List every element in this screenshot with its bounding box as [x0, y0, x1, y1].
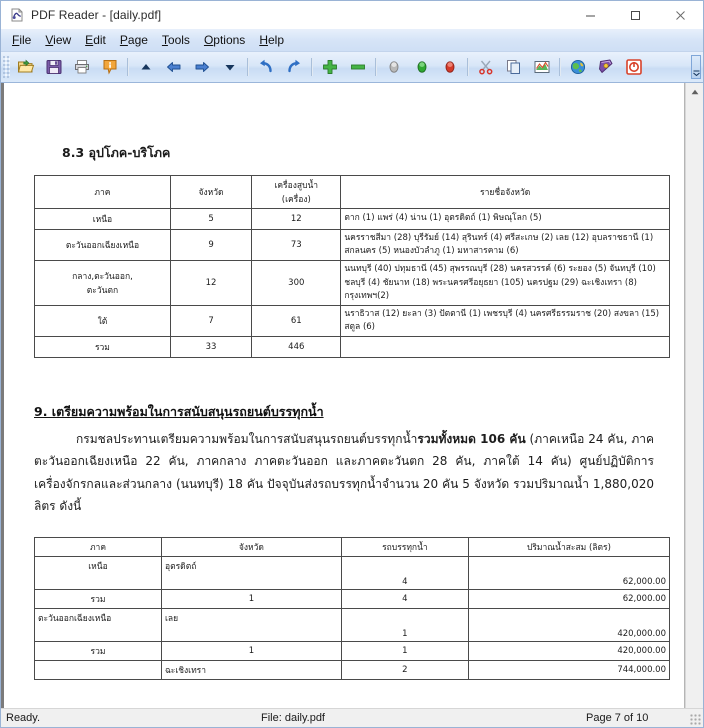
section-9-paragraph	[34, 428, 654, 517]
save-icon[interactable]	[40, 53, 68, 81]
copy-icon[interactable]	[500, 53, 528, 81]
province-list-line: นราธิวาส (12) ยะลา (3) ปัตตานี (1) เพชรบุรี (4) นครศรีธรรมราช (20) สงขลา (15) สตูล (6)	[344, 308, 660, 333]
zoom-out-icon[interactable]	[344, 53, 372, 81]
cell-pump-count-total: 446	[252, 337, 341, 358]
menu-options-label: O	[203, 32, 214, 47]
menu-edit-rest: dit	[93, 32, 106, 47]
menu-tools-rest: ools	[167, 32, 190, 47]
th-pump-count-line2: (เครื่อง)	[281, 195, 311, 205]
table-row	[35, 261, 670, 306]
status-page: Page 7 of 10	[586, 712, 649, 724]
next-page-icon[interactable]	[188, 53, 216, 81]
page-up-icon[interactable]	[132, 53, 160, 81]
cell-province-count: 9	[170, 230, 251, 261]
zoom-in-icon[interactable]	[316, 53, 344, 81]
cell-province-total: 1	[161, 641, 341, 660]
toolbar-overflow-chevron[interactable]	[691, 55, 701, 79]
table-total-row	[35, 641, 670, 660]
menu-file-rest: ile	[19, 32, 32, 47]
cell-region: เหนือ	[35, 209, 171, 230]
section-9-heading: 9. เตรียมความพร้อมในการสนับสนุนรถยนต์บรรทุกน้ำ	[34, 404, 324, 420]
cell-truck-count-total: 1	[341, 641, 468, 660]
cell-province: เลย	[161, 608, 341, 641]
province-list-line: นครราชสีมา (28) บุรีรัมย์ (14) สุรินทร์ (4) ศรีสะเกษ (2) เลย (12) อุบลราชธานี (1)	[344, 233, 654, 243]
cell-region-total: รวม	[35, 337, 171, 358]
paragraph-part-bold: รวมทั้งหมด 106 คัน	[417, 432, 526, 447]
pump-table	[34, 175, 670, 358]
menu-view[interactable]	[38, 31, 78, 50]
water-truck-table	[34, 537, 670, 680]
toolbar-separator	[559, 58, 561, 76]
th-pump-count-line1: เครื่องสูบน้ำ	[274, 181, 319, 191]
toolbar-separator	[375, 58, 377, 76]
cell-pump-count: 300	[252, 261, 341, 306]
table-row	[35, 230, 670, 261]
cell-region-total: รวม	[35, 641, 162, 660]
menu-page-label: P	[119, 32, 128, 47]
cell-province-list	[341, 305, 670, 336]
pdf-reader-icon	[9, 7, 25, 23]
paragraph-part-1: กรมชลประทานเตรียมความพร้อมในการสนับสนุนรถยนต์บรรทุกน้ำ	[76, 432, 418, 447]
redo-icon[interactable]	[280, 53, 308, 81]
table-row	[35, 608, 670, 641]
cell-region-line1: กลาง,ตะวันออก,	[72, 272, 133, 283]
cell-province-count: 12	[170, 261, 251, 306]
menu-file-label: F	[12, 32, 20, 47]
toolbar-separator	[467, 58, 469, 76]
province-list-line: นนทบุรี (40) ปทุมธานี (45) สุพรรณบุรี (28) นครสวรรค์ (6) ระยอง (5) จันทบุรี (10)	[344, 264, 656, 275]
cell-water-volume-total: 420,000.00	[468, 641, 669, 660]
th-region: ภาค	[35, 176, 171, 209]
scroll-up-button[interactable]	[686, 83, 703, 100]
cell-truck-count: 4	[341, 556, 468, 589]
cell-truck-count: 2	[341, 660, 468, 679]
menu-page-rest: age	[127, 32, 148, 47]
toolbar-grip[interactable]	[3, 56, 10, 78]
maximize-button[interactable]	[613, 1, 658, 29]
cell-province-list	[341, 261, 670, 306]
status-green-icon[interactable]	[408, 53, 436, 81]
table-row	[35, 556, 670, 589]
cell-pump-count: 73	[252, 230, 341, 261]
scrollbar-track[interactable]	[686, 100, 703, 708]
toolbar	[1, 52, 703, 83]
menu-view-rest: iew	[53, 32, 72, 47]
th-province: จังหวัด	[161, 537, 341, 556]
stop-icon[interactable]	[620, 53, 648, 81]
vertical-scrollbar[interactable]	[685, 83, 703, 708]
toolbar-separator	[247, 58, 249, 76]
cell-pump-count: 61	[252, 305, 341, 336]
cell-water-volume: 420,000.00	[468, 608, 669, 641]
menu-options-rest: ptions	[213, 32, 246, 47]
menu-edit-label: E	[85, 32, 94, 47]
cell-region: เหนือ	[35, 556, 162, 589]
menu-tools-label: T	[161, 32, 168, 47]
menu-edit[interactable]	[78, 31, 113, 50]
menu-tools[interactable]	[155, 31, 197, 50]
th-water-volume: ปริมาณน้ำสะสม (ลิตร)	[468, 537, 669, 556]
cell-province-list	[341, 230, 670, 261]
info-icon[interactable]	[96, 53, 124, 81]
open-folder-icon[interactable]	[12, 53, 40, 81]
table-header-row	[35, 537, 670, 556]
th-province-list: รายชื่อจังหวัด	[341, 176, 670, 209]
document-viewport	[1, 83, 703, 708]
cell-region: ใต้	[35, 305, 171, 336]
province-list-line: ชลบุรี (4) ชัยนาท (18) พระนครศรีอยุธยา (105) นครปฐม (29) ฉะเชิงเทรา (8) กรุงเทพฯ(2)	[344, 277, 637, 301]
cell-truck-count: 1	[341, 608, 468, 641]
cell-water-volume: 62,000.00	[468, 556, 669, 589]
status-text: Ready.	[6, 712, 41, 724]
status-file: File: daily.pdf	[261, 712, 325, 724]
table-total-row	[35, 337, 670, 358]
globe-icon[interactable]	[564, 53, 592, 81]
title-bar	[1, 1, 703, 29]
section-8-3-heading: 8.3 อุปโภค-บริโภค	[62, 145, 171, 160]
cell-region: ตะวันออกเฉียงเหนือ	[35, 608, 162, 641]
cell-water-volume: 744,000.00	[468, 660, 669, 679]
cell-province-count: 7	[170, 305, 251, 336]
undo-icon[interactable]	[252, 53, 280, 81]
table-header-row	[35, 176, 670, 209]
status-bar	[1, 708, 703, 727]
window-title: PDF Reader - [daily.pdf]	[31, 8, 162, 22]
cell-region-line2: ตะวันตก	[86, 286, 119, 297]
cell-region: ตะวันออกเฉียงเหนือ	[35, 230, 171, 261]
status-grey-icon[interactable]	[380, 53, 408, 81]
close-button[interactable]	[658, 1, 703, 29]
cell-province-list	[341, 209, 670, 230]
cell-province: อุตรดิตถ์	[161, 556, 341, 589]
th-province-count: จังหวัด	[170, 176, 251, 209]
cell-province-count-total: 33	[170, 337, 251, 358]
menu-help[interactable]	[252, 31, 291, 50]
menu-bar	[1, 29, 703, 52]
cell-region-total: รวม	[35, 589, 162, 608]
cell-region	[35, 660, 162, 679]
cell-region	[35, 261, 171, 306]
th-truck-count: รถบรรทุกน้ำ	[341, 537, 468, 556]
menu-file[interactable]	[5, 31, 38, 50]
previous-page-icon[interactable]	[160, 53, 188, 81]
cell-water-volume-total: 62,000.00	[468, 589, 669, 608]
bookmark-icon[interactable]	[592, 53, 620, 81]
menu-help-rest: elp	[267, 32, 284, 47]
table-total-row	[35, 589, 670, 608]
snapshot-icon[interactable]	[528, 53, 556, 81]
cell-province-count: 5	[170, 209, 251, 230]
cell-province: ฉะเชิงเทรา	[161, 660, 341, 679]
window-controls	[568, 1, 703, 29]
table-row	[35, 660, 670, 679]
province-list-line: ตาก (1) แพร่ (4) น่าน (1) อุตรดิตถ์ (1) พิษณุโลก (5)	[344, 213, 542, 224]
page-down-icon[interactable]	[216, 53, 244, 81]
toolbar-separator	[127, 58, 129, 76]
pdf-page-container	[1, 83, 685, 708]
th-region: ภาค	[35, 537, 162, 556]
section-9-block	[26, 402, 662, 517]
table-row	[35, 209, 670, 230]
th-pump-count	[252, 176, 341, 209]
menu-page[interactable]	[113, 31, 155, 50]
resize-grip[interactable]	[690, 714, 702, 726]
cut-icon[interactable]	[472, 53, 500, 81]
cell-truck-count-total: 4	[341, 589, 468, 608]
province-list-line: สกลนคร (5) หนองบัวลำภู (1) มหาสารคาม (6)	[344, 246, 519, 257]
minimize-button[interactable]	[568, 1, 613, 29]
cell-province-list-total	[341, 337, 670, 358]
menu-options[interactable]	[197, 31, 252, 50]
cell-pump-count: 12	[252, 209, 341, 230]
cell-province-total: 1	[161, 589, 341, 608]
paragraph-part-3: (ภาคเหนือ 24 คัน, ภาคตะวันออกเฉียงเหนือ 22 คัน, ภาคกลาง ภาคตะวันออก และภาคตะวันตก 28 คัน, ภาคใต้ 14 คัน) ศูนย์ปฏิบัติการเครื่องจักรกลและส่วนกลาง (นนทบุรี) 18 คัน ปัจจุบันส่งรถบรรทุกน้ำจำนวน 20 คัน 5 จังหวัด รวมปริมาณน้ำ 1,880,020 ลิตร ดังนี้	[34, 432, 654, 513]
table-row	[35, 305, 670, 336]
menu-help-label: H	[259, 32, 268, 47]
pdf-page	[4, 83, 684, 708]
toolbar-separator	[311, 58, 313, 76]
menu-view-label: V	[45, 32, 54, 47]
status-red-icon[interactable]	[436, 53, 464, 81]
print-icon[interactable]	[68, 53, 96, 81]
